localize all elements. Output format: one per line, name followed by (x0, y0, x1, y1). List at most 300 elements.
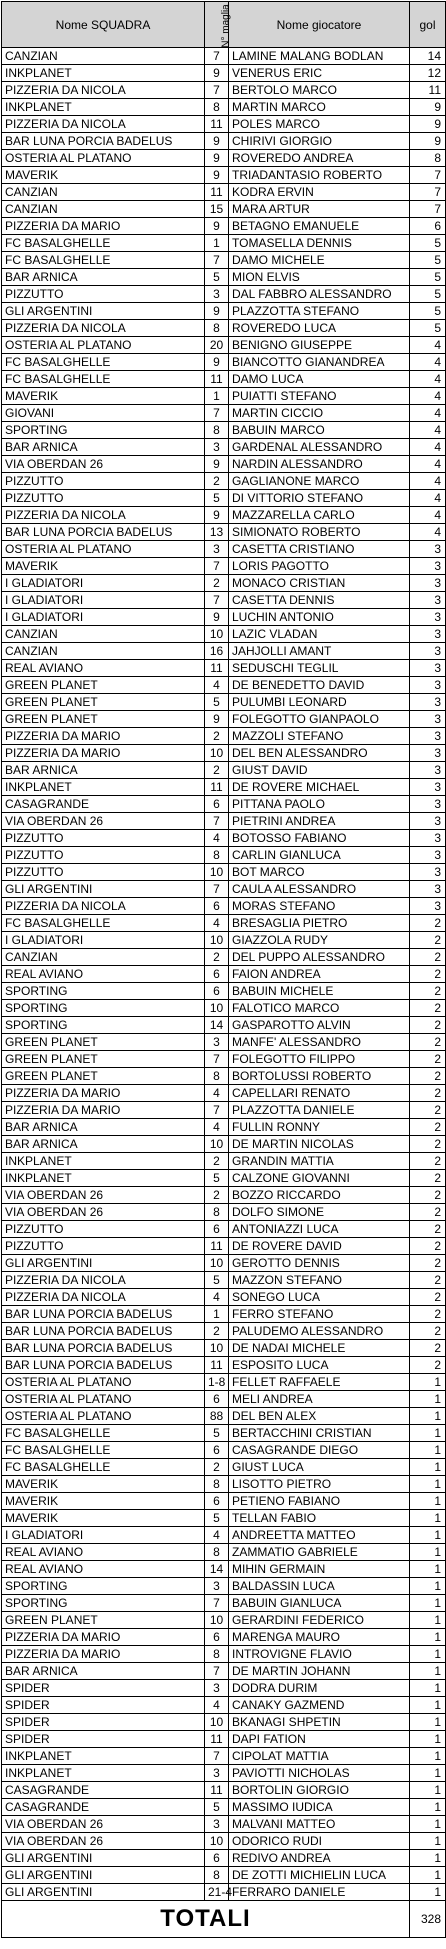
table-row (2, 235, 446, 252)
shirt-number-cell: 21-4 (205, 1884, 229, 1901)
player-cell: DE ZOTTI MICHIELIN LUCA (229, 1867, 410, 1884)
team-cell: CANZIAN (2, 626, 205, 643)
player-cell: PAVIOTTI NICHOLAS (229, 1765, 410, 1782)
table-row (2, 1017, 446, 1034)
table-row (2, 422, 446, 439)
goals-cell: 8 (410, 150, 446, 167)
shirt-number-cell: 7 (205, 405, 229, 422)
table-row (2, 1595, 446, 1612)
player-cell: PUIATTI STEFANO (229, 388, 410, 405)
table-row (2, 1000, 446, 1017)
player-cell: GRANDIN MATTIA (229, 1153, 410, 1170)
goals-cell: 2 (410, 983, 446, 1000)
goals-cell: 3 (410, 881, 446, 898)
player-cell: FAION ANDREA (229, 966, 410, 983)
team-cell: PIZZERIA DA MARIO (2, 1102, 205, 1119)
team-cell: PIZZERIA DA MARIO (2, 1646, 205, 1663)
goals-cell: 3 (410, 575, 446, 592)
player-cell: BABUIN GIANLUCA (229, 1595, 410, 1612)
shirt-number-cell: 7 (205, 558, 229, 575)
table-row (2, 456, 446, 473)
table-row (2, 1782, 446, 1799)
goals-cell: 2 (410, 1255, 446, 1272)
goals-cell: 3 (410, 728, 446, 745)
shirt-number-cell: 7 (205, 592, 229, 609)
team-cell: FC BASALGHELLE (2, 1425, 205, 1442)
shirt-number-cell: 2 (205, 1323, 229, 1340)
player-cell: BALDASSIN LUCA (229, 1578, 410, 1595)
team-cell: PIZZUTTO (2, 1238, 205, 1255)
shirt-number-cell: 5 (205, 1510, 229, 1527)
player-cell: BORTOLUSSI ROBERTO (229, 1068, 410, 1085)
team-cell: CASAGRANDE (2, 796, 205, 813)
goals-cell: 2 (410, 1272, 446, 1289)
shirt-number-cell: 10 (205, 745, 229, 762)
goals-cell: 1 (410, 1374, 446, 1391)
table-row (2, 813, 446, 830)
goals-cell: 4 (410, 337, 446, 354)
team-cell: I GLADIATORI (2, 1527, 205, 1544)
team-cell: VIA OBERDAN 26 (2, 1187, 205, 1204)
shirt-number-cell: 8 (205, 1646, 229, 1663)
team-cell: SPIDER (2, 1697, 205, 1714)
table-row (2, 1476, 446, 1493)
goals-cell: 2 (410, 1017, 446, 1034)
shirt-number-cell: 14 (205, 1561, 229, 1578)
team-cell: CANZIAN (2, 184, 205, 201)
goals-cell: 1 (410, 1731, 446, 1748)
goals-cell: 1 (410, 1493, 446, 1510)
table-row (2, 371, 446, 388)
shirt-number-cell: 8 (205, 320, 229, 337)
player-cell: BIANCOTTO GIANANDREA (229, 354, 410, 371)
player-cell: PITTANA PAOLO (229, 796, 410, 813)
shirt-number-cell: 2 (205, 1153, 229, 1170)
shirt-number-cell: 11 (205, 779, 229, 796)
table-row (2, 1289, 446, 1306)
goals-cell: 2 (410, 1289, 446, 1306)
team-cell: OSTERIA AL PLATANO (2, 337, 205, 354)
shirt-number-cell: 1 (205, 388, 229, 405)
team-cell: INKPLANET (2, 1748, 205, 1765)
table-row (2, 1102, 446, 1119)
shirt-number-cell: 6 (205, 898, 229, 915)
table-row (2, 1493, 446, 1510)
team-cell: SPIDER (2, 1731, 205, 1748)
goals-cell: 1 (410, 1680, 446, 1697)
team-cell: VIA OBERDAN 26 (2, 1204, 205, 1221)
table-row (2, 1748, 446, 1765)
table-row (2, 762, 446, 779)
goals-cell: 3 (410, 762, 446, 779)
table-row (2, 966, 446, 983)
player-cell: PIETRINI ANDREA (229, 813, 410, 830)
table-row (2, 1884, 446, 1901)
shirt-number-cell: 9 (205, 303, 229, 320)
goals-cell: 1 (410, 1629, 446, 1646)
team-cell: VIA OBERDAN 26 (2, 1833, 205, 1850)
team-cell: CANZIAN (2, 949, 205, 966)
shirt-number-cell: 6 (205, 1493, 229, 1510)
shirt-number-cell: 6 (205, 966, 229, 983)
totals-label: TOTALI (2, 1901, 410, 1938)
table-row (2, 949, 446, 966)
team-cell: SPORTING (2, 1578, 205, 1595)
player-cell: GARDENAL ALESSANDRO (229, 439, 410, 456)
team-cell: BAR ARNICA (2, 762, 205, 779)
player-cell: BERTACCHINI CRISTIAN (229, 1425, 410, 1442)
goals-cell: 4 (410, 354, 446, 371)
table-row (2, 796, 446, 813)
goals-cell: 1 (410, 1544, 446, 1561)
table-row (2, 150, 446, 167)
header-row (2, 2, 446, 48)
goals-cell: 6 (410, 218, 446, 235)
shirt-number-cell: 7 (205, 82, 229, 99)
player-cell: PLAZZOTTA STEFANO (229, 303, 410, 320)
totals-value: 328 (410, 1901, 446, 1938)
table-row (2, 1119, 446, 1136)
goals-cell: 3 (410, 898, 446, 915)
table-row (2, 65, 446, 82)
table-row (2, 116, 446, 133)
goals-cell: 2 (410, 1357, 446, 1374)
shirt-number-cell: 9 (205, 711, 229, 728)
shirt-number-cell: 9 (205, 133, 229, 150)
team-cell: CANZIAN (2, 643, 205, 660)
team-cell: INKPLANET (2, 1765, 205, 1782)
player-cell: CAULA ALESSANDRO (229, 881, 410, 898)
table-row (2, 286, 446, 303)
team-cell: MAVERIK (2, 1476, 205, 1493)
shirt-number-cell: 10 (205, 864, 229, 881)
goals-cell: 7 (410, 167, 446, 184)
shirt-number-cell: 9 (205, 218, 229, 235)
goals-cell: 2 (410, 1068, 446, 1085)
team-cell: INKPLANET (2, 65, 205, 82)
team-cell: BAR LUNA PORCIA BADELUS (2, 1340, 205, 1357)
team-cell: PIZZERIA DA MARIO (2, 218, 205, 235)
shirt-number-cell: 3 (205, 1680, 229, 1697)
goals-cell: 1 (410, 1476, 446, 1493)
player-cell: BABUIN MICHELE (229, 983, 410, 1000)
team-cell: GLI ARGENTINI (2, 1884, 205, 1901)
table-row (2, 677, 446, 694)
player-cell: DE ROVERE DAVID (229, 1238, 410, 1255)
goals-cell: 5 (410, 303, 446, 320)
shirt-number-cell: 8 (205, 1068, 229, 1085)
table-row (2, 1255, 446, 1272)
goals-cell: 1 (410, 1833, 446, 1850)
team-cell: INKPLANET (2, 99, 205, 116)
header-goals: gol (410, 2, 446, 48)
team-cell: REAL AVIANO (2, 966, 205, 983)
shirt-number-cell: 8 (205, 1204, 229, 1221)
table-row (2, 1799, 446, 1816)
player-cell: ANDREETTA MATTEO (229, 1527, 410, 1544)
player-cell: DODRA DURIM (229, 1680, 410, 1697)
team-cell: INKPLANET (2, 779, 205, 796)
table-row (2, 830, 446, 847)
shirt-number-cell: 4 (205, 830, 229, 847)
table-row (2, 1238, 446, 1255)
table-row (2, 167, 446, 184)
shirt-number-cell: 8 (205, 1544, 229, 1561)
shirt-number-cell: 11 (205, 184, 229, 201)
team-cell: PIZZUTTO (2, 864, 205, 881)
player-cell: MONACO CRISTIAN (229, 575, 410, 592)
table-row (2, 643, 446, 660)
team-cell: I GLADIATORI (2, 932, 205, 949)
player-cell: CAPELLARI RENATO (229, 1085, 410, 1102)
player-cell: MAZZARELLA CARLO (229, 507, 410, 524)
shirt-number-cell: 5 (205, 1425, 229, 1442)
table-row (2, 847, 446, 864)
goals-cell: 2 (410, 1034, 446, 1051)
team-cell: REAL AVIANO (2, 1561, 205, 1578)
team-cell: BAR ARNICA (2, 269, 205, 286)
team-cell: MAVERIK (2, 558, 205, 575)
shirt-number-cell: 3 (205, 1765, 229, 1782)
goals-cell: 3 (410, 609, 446, 626)
player-cell: FELLET RAFFAELE (229, 1374, 410, 1391)
shirt-number-cell: 9 (205, 65, 229, 82)
table-row (2, 388, 446, 405)
player-cell: ESPOSITO LUCA (229, 1357, 410, 1374)
table-row (2, 1629, 446, 1646)
player-cell: SONEGO LUCA (229, 1289, 410, 1306)
shirt-number-cell: 9 (205, 167, 229, 184)
goals-cell: 5 (410, 252, 446, 269)
goals-cell: 1 (410, 1867, 446, 1884)
shirt-number-cell: 14 (205, 1017, 229, 1034)
table-row (2, 728, 446, 745)
goals-cell: 1 (410, 1884, 446, 1901)
player-cell: PULUMBI LEONARD (229, 694, 410, 711)
team-cell: PIZZUTTO (2, 847, 205, 864)
team-cell: SPIDER (2, 1714, 205, 1731)
shirt-number-cell: 3 (205, 541, 229, 558)
player-cell: ZAMMATIO GABRIELE (229, 1544, 410, 1561)
table-row (2, 337, 446, 354)
table-row (2, 1850, 446, 1867)
shirt-number-cell: 7 (205, 1748, 229, 1765)
team-cell: VIA OBERDAN 26 (2, 456, 205, 473)
shirt-number-cell: 3 (205, 1816, 229, 1833)
player-cell: SEDUSCHI TEGLIL (229, 660, 410, 677)
goals-cell: 12 (410, 65, 446, 82)
player-cell: CANAKY GAZMEND (229, 1697, 410, 1714)
shirt-number-cell: 7 (205, 48, 229, 65)
goals-cell: 2 (410, 1340, 446, 1357)
shirt-number-cell: 10 (205, 1000, 229, 1017)
team-cell: PIZZERIA DA NICOLA (2, 116, 205, 133)
team-cell: BAR LUNA PORCIA BADELUS (2, 1357, 205, 1374)
goals-cell: 1 (410, 1799, 446, 1816)
goals-cell: 5 (410, 286, 446, 303)
player-cell: VENERUS ERIC (229, 65, 410, 82)
table-row (2, 1544, 446, 1561)
goals-cell: 3 (410, 694, 446, 711)
table-row (2, 558, 446, 575)
team-cell: FC BASALGHELLE (2, 354, 205, 371)
team-cell: MAVERIK (2, 1493, 205, 1510)
player-cell: FOLEGOTTO GIANPAOLO (229, 711, 410, 728)
header-player: Nome giocatore (229, 2, 410, 48)
team-cell: I GLADIATORI (2, 592, 205, 609)
shirt-number-cell: 10 (205, 1833, 229, 1850)
team-cell: SPORTING (2, 983, 205, 1000)
goals-cell: 9 (410, 133, 446, 150)
team-cell: PIZZERIA DA NICOLA (2, 898, 205, 915)
table-row (2, 1731, 446, 1748)
shirt-number-cell: 11 (205, 1731, 229, 1748)
team-cell: BAR LUNA PORCIA BADELUS (2, 1323, 205, 1340)
table-row (2, 82, 446, 99)
table-row (2, 1663, 446, 1680)
table-row (2, 99, 446, 116)
shirt-number-cell: 4 (205, 1697, 229, 1714)
player-cell: FALOTICO MARCO (229, 1000, 410, 1017)
table-row (2, 201, 446, 218)
shirt-number-cell: 10 (205, 1255, 229, 1272)
team-cell: FC BASALGHELLE (2, 915, 205, 932)
goals-cell: 1 (410, 1459, 446, 1476)
table-row (2, 524, 446, 541)
team-cell: VIA OBERDAN 26 (2, 813, 205, 830)
team-cell: BAR LUNA PORCIA BADELUS (2, 133, 205, 150)
goals-cell: 5 (410, 269, 446, 286)
player-cell: CHIRIVI GIORGIO (229, 133, 410, 150)
team-cell: FC BASALGHELLE (2, 1442, 205, 1459)
goals-cell: 9 (410, 99, 446, 116)
shirt-number-cell: 9 (205, 609, 229, 626)
shirt-number-cell: 2 (205, 949, 229, 966)
player-cell: DE NADAI MICHELE (229, 1340, 410, 1357)
team-cell: FC BASALGHELLE (2, 235, 205, 252)
team-cell: GREEN PLANET (2, 677, 205, 694)
player-cell: BABUIN MARCO (229, 422, 410, 439)
goals-cell: 2 (410, 1136, 446, 1153)
player-cell: CASAGRANDE DIEGO (229, 1442, 410, 1459)
goals-cell: 2 (410, 1238, 446, 1255)
player-cell: FULLIN RONNY (229, 1119, 410, 1136)
goals-cell: 1 (410, 1578, 446, 1595)
table-row (2, 1085, 446, 1102)
shirt-number-cell: 11 (205, 371, 229, 388)
table-row (2, 1051, 446, 1068)
team-cell: BAR ARNICA (2, 1136, 205, 1153)
table-row (2, 932, 446, 949)
player-cell: GAGLIANONE MARCO (229, 473, 410, 490)
player-cell: GERARDINI FEDERICO (229, 1612, 410, 1629)
goals-cell: 2 (410, 1119, 446, 1136)
player-cell: FERRO STEFANO (229, 1306, 410, 1323)
team-cell: GREEN PLANET (2, 694, 205, 711)
shirt-number-cell: 9 (205, 150, 229, 167)
player-cell: BOTOSSO FABIANO (229, 830, 410, 847)
team-cell: PIZZUTTO (2, 473, 205, 490)
shirt-number-cell: 1-8 (205, 1374, 229, 1391)
shirt-number-cell: 7 (205, 1102, 229, 1119)
player-cell: INTROVIGNE FLAVIO (229, 1646, 410, 1663)
shirt-number-cell: 5 (205, 490, 229, 507)
team-cell: OSTERIA AL PLATANO (2, 541, 205, 558)
table-row (2, 881, 446, 898)
table-row (2, 1034, 446, 1051)
goals-cell: 2 (410, 1000, 446, 1017)
shirt-number-cell: 9 (205, 507, 229, 524)
player-cell: DE MARTIN JOHANN (229, 1663, 410, 1680)
shirt-number-cell: 7 (205, 1595, 229, 1612)
table-row (2, 711, 446, 728)
table-row (2, 303, 446, 320)
player-cell: CASETTA DENNIS (229, 592, 410, 609)
team-cell: BAR ARNICA (2, 1663, 205, 1680)
table-row (2, 864, 446, 881)
goals-cell: 3 (410, 796, 446, 813)
shirt-number-cell: 3 (205, 439, 229, 456)
shirt-number-cell: 2 (205, 575, 229, 592)
player-cell: CIPOLAT MATTIA (229, 1748, 410, 1765)
shirt-number-cell: 2 (205, 1187, 229, 1204)
shirt-number-cell: 2 (205, 473, 229, 490)
table-row (2, 218, 446, 235)
team-cell: CASAGRANDE (2, 1782, 205, 1799)
team-cell: MAVERIK (2, 388, 205, 405)
goals-cell: 3 (410, 830, 446, 847)
player-cell: MASSIMO IUDICA (229, 1799, 410, 1816)
team-cell: BAR ARNICA (2, 1119, 205, 1136)
shirt-number-cell: 10 (205, 626, 229, 643)
player-cell: GIAZZOLA RUDY (229, 932, 410, 949)
table-row (2, 252, 446, 269)
goals-cell: 4 (410, 507, 446, 524)
player-cell: MORAS STEFANO (229, 898, 410, 915)
shirt-number-cell: 11 (205, 1238, 229, 1255)
goals-cell: 2 (410, 1204, 446, 1221)
goals-cell: 3 (410, 864, 446, 881)
table-row (2, 184, 446, 201)
player-cell: ROVEREDO LUCA (229, 320, 410, 337)
team-cell: PIZZERIA DA NICOLA (2, 1272, 205, 1289)
shirt-number-cell: 11 (205, 1357, 229, 1374)
shirt-number-cell: 4 (205, 1289, 229, 1306)
goals-cell: 4 (410, 405, 446, 422)
goals-cell: 1 (410, 1646, 446, 1663)
shirt-number-cell: 5 (205, 1272, 229, 1289)
player-cell: DAMO LUCA (229, 371, 410, 388)
goals-cell: 4 (410, 388, 446, 405)
goals-cell: 1 (410, 1816, 446, 1833)
table-row (2, 541, 446, 558)
player-cell: MION ELVIS (229, 269, 410, 286)
team-cell: GLI ARGENTINI (2, 1850, 205, 1867)
goals-cell: 1 (410, 1714, 446, 1731)
player-cell: DE BENEDETTO DAVID (229, 677, 410, 694)
goals-cell: 3 (410, 813, 446, 830)
shirt-number-cell: 9 (205, 354, 229, 371)
player-cell: PETIENO FABIANO (229, 1493, 410, 1510)
scorers-table (1, 1, 446, 1938)
scorers-body (2, 48, 446, 1901)
player-cell: KODRA ERVIN (229, 184, 410, 201)
goals-cell: 3 (410, 745, 446, 762)
player-cell: DI VITTORIO STEFANO (229, 490, 410, 507)
shirt-number-cell: 5 (205, 694, 229, 711)
goals-cell: 1 (410, 1442, 446, 1459)
goals-cell: 2 (410, 932, 446, 949)
